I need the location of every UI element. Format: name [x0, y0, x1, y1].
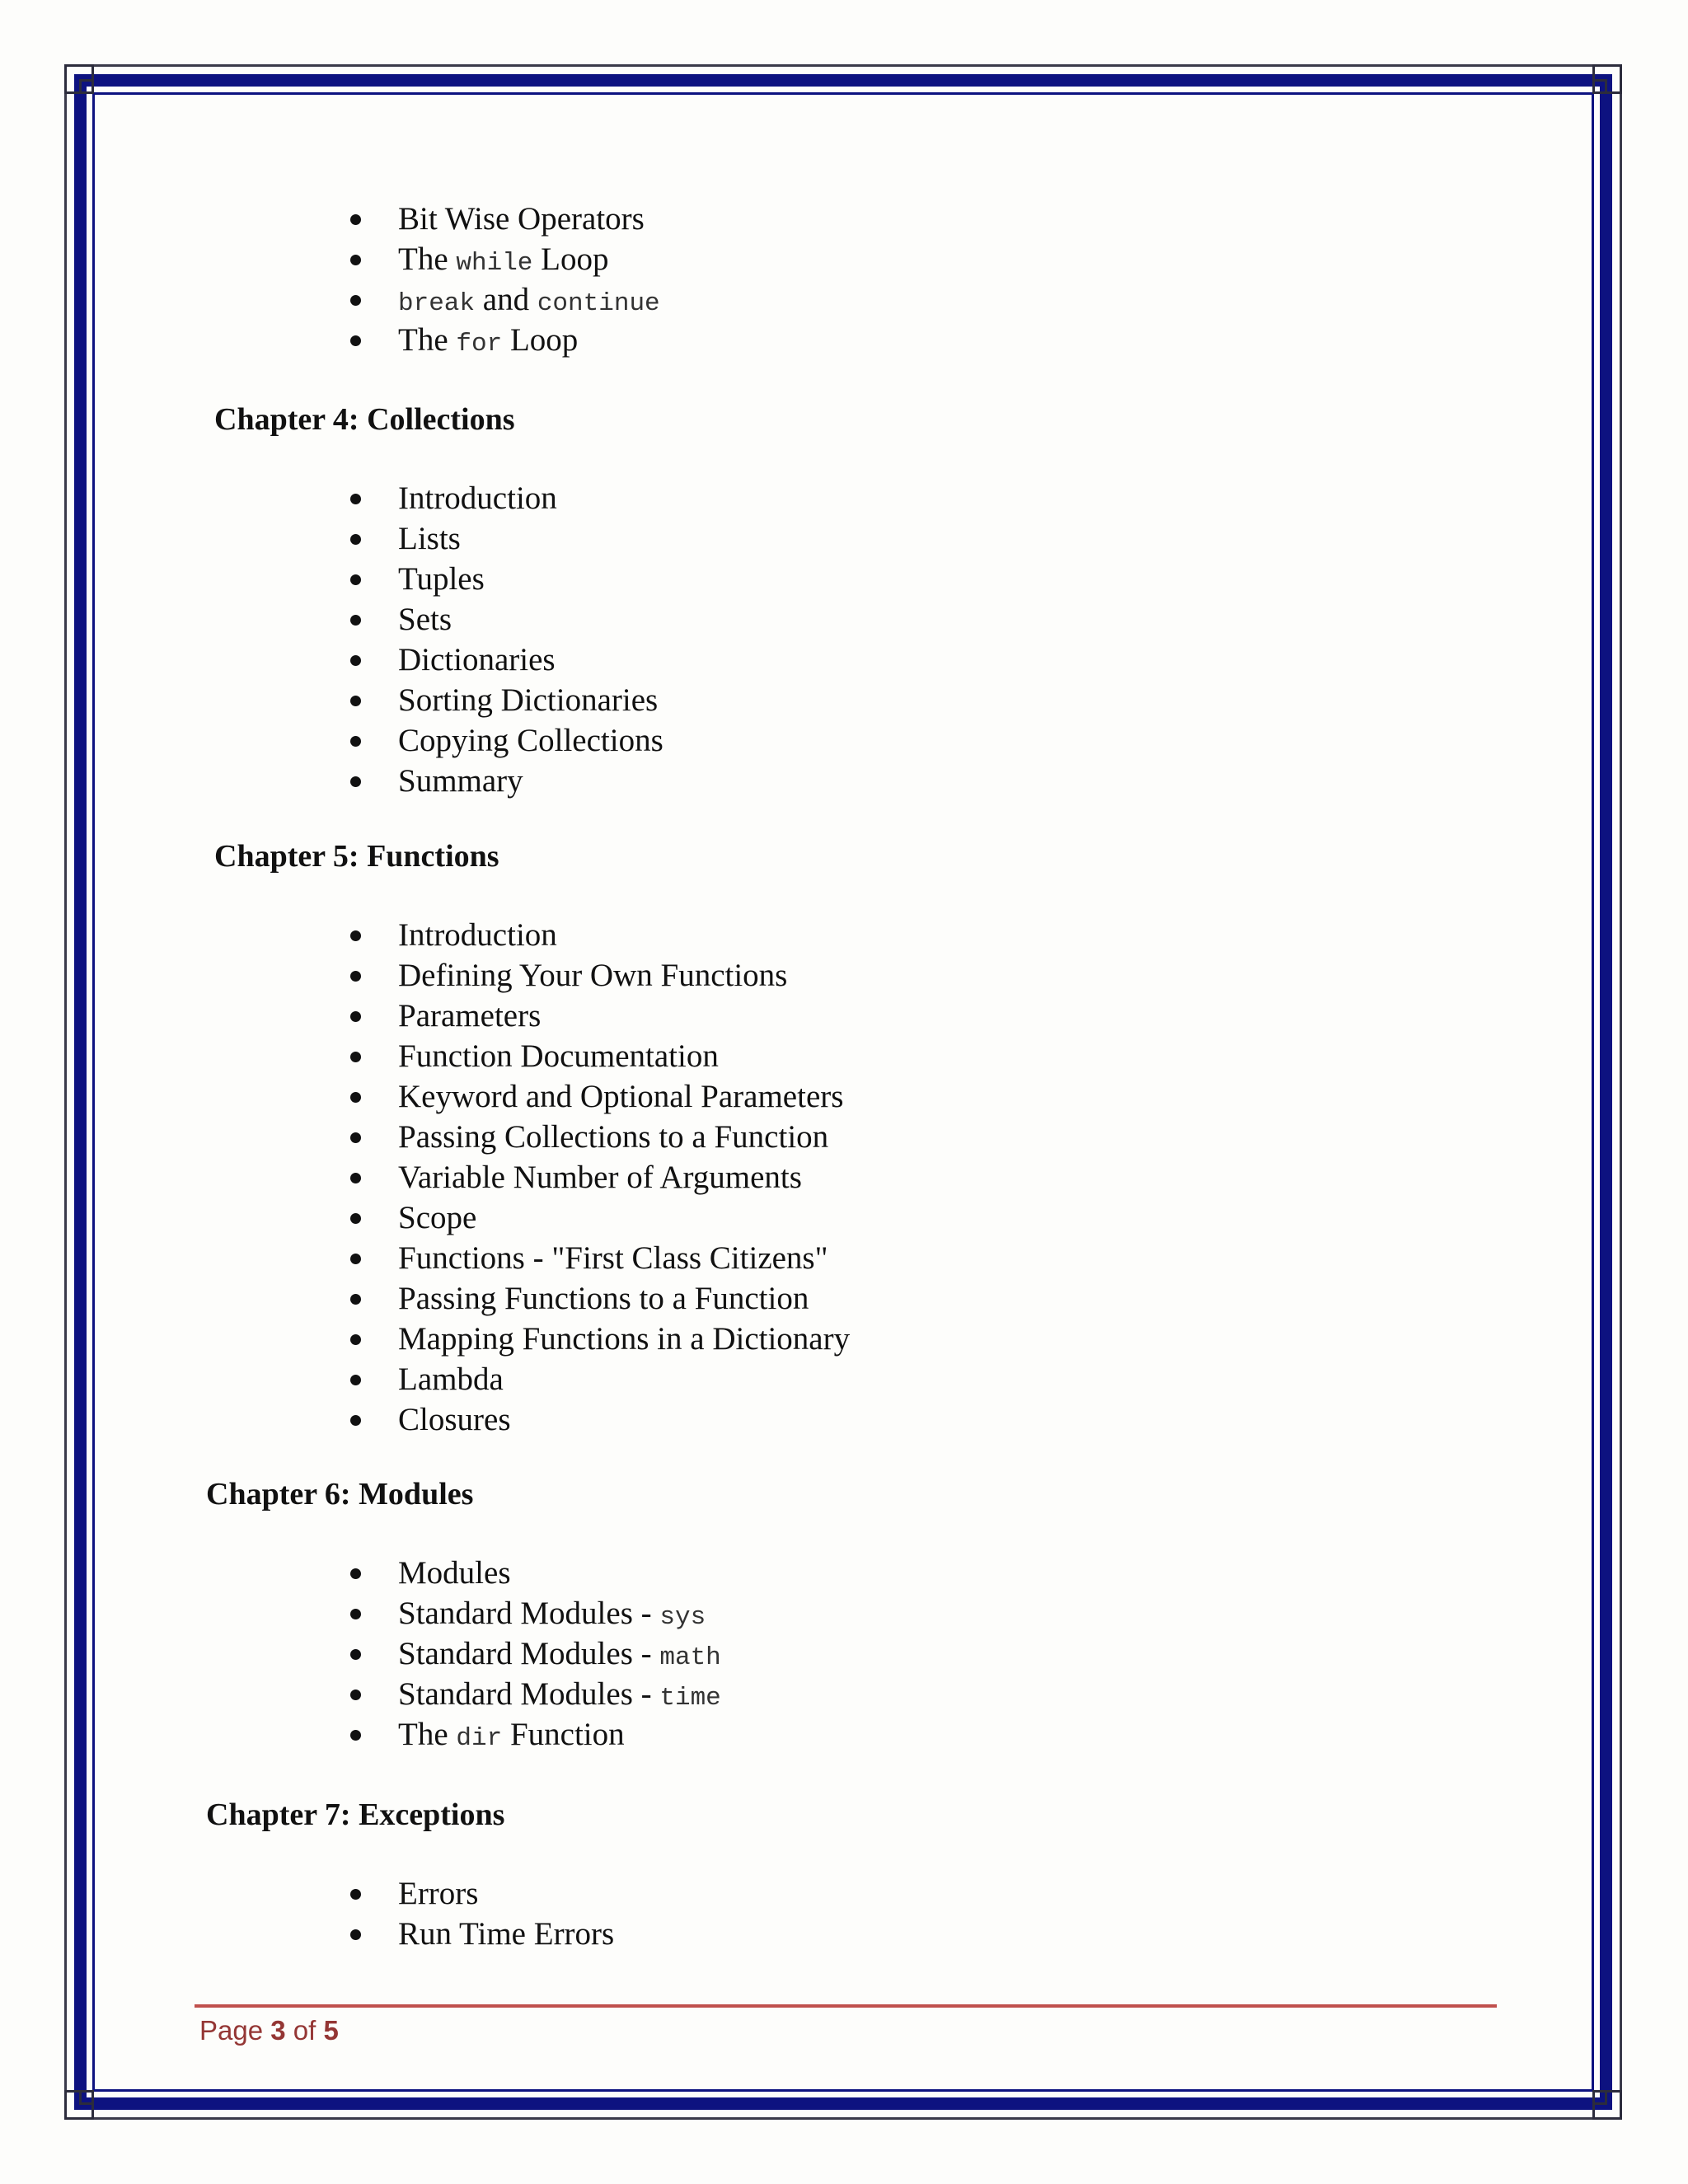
bullet-icon — [350, 1052, 361, 1062]
toc-list-item — [0, 1714, 1688, 1755]
item-text: Loop — [502, 322, 579, 358]
item-text: Closures — [398, 1402, 511, 1437]
toc-list — [0, 1553, 1688, 1755]
item-text: Standard Modules - — [398, 1676, 660, 1712]
toc-list-item — [0, 518, 1688, 559]
chapter-5-section — [0, 915, 1688, 1440]
toc-list-item — [0, 599, 1688, 640]
bullet-icon — [350, 534, 361, 545]
toc-list-item — [0, 1873, 1688, 1914]
footer-current-page: 3 — [270, 2015, 286, 2046]
item-text: Lambda — [398, 1361, 504, 1397]
bullet-icon — [350, 1173, 361, 1183]
chapter-heading: Chapter 7: Exceptions — [206, 1797, 505, 1832]
bullet-icon — [350, 1011, 361, 1022]
footer-total-pages: 5 — [323, 2015, 339, 2046]
corner-ornament-bottom-left — [79, 2090, 94, 2105]
chapter-heading: Chapter 6: Modules — [206, 1477, 474, 1511]
item-text: Function Documentation — [398, 1038, 719, 1074]
toc-list — [0, 1873, 1688, 1954]
chapter-4-section — [0, 478, 1688, 801]
toc-list-item — [0, 239, 1688, 279]
corner-ornament-bottom-right — [1592, 2090, 1607, 2105]
toc-list-item — [0, 279, 1688, 320]
bullet-icon — [350, 696, 361, 706]
toc-list-item — [0, 761, 1688, 801]
item-text: The — [398, 1717, 457, 1752]
toc-list-item — [0, 680, 1688, 720]
toc-list-item — [0, 320, 1688, 360]
bullet-icon — [350, 1294, 361, 1305]
toc-list-item — [0, 1553, 1688, 1593]
item-text: Defining Your Own Functions — [398, 958, 788, 993]
bullet-icon — [350, 574, 361, 585]
item-text: Sorting Dictionaries — [398, 682, 659, 718]
code-keyword: time — [659, 1684, 721, 1713]
toc-list-item — [0, 955, 1688, 996]
item-text: Summary — [398, 763, 523, 799]
item-text: Loop — [532, 241, 609, 277]
toc-list-item — [0, 1238, 1688, 1278]
toc-list-item — [0, 640, 1688, 680]
code-keyword: break — [398, 289, 476, 318]
item-text: Keyword and Optional Parameters — [398, 1079, 844, 1114]
toc-list — [0, 915, 1688, 1440]
toc-list-item — [0, 1157, 1688, 1197]
bullet-icon — [350, 494, 361, 504]
corner-ornament-top-left — [79, 79, 94, 94]
bullet-icon — [350, 1092, 361, 1103]
bullet-icon — [350, 1649, 361, 1660]
bullet-icon — [350, 335, 361, 346]
toc-list-item — [0, 1278, 1688, 1319]
bullet-icon — [350, 1929, 361, 1940]
footer-page-word: Page — [199, 2015, 264, 2046]
bullet-icon — [350, 1132, 361, 1143]
item-text: Parameters — [398, 998, 542, 1033]
chapter-6-section — [0, 1553, 1688, 1755]
item-text: Standard Modules - — [398, 1636, 660, 1671]
item-text: The — [398, 241, 457, 277]
code-keyword: while — [456, 249, 533, 278]
chapter-heading: Chapter 4: Collections — [214, 402, 515, 437]
footer-of-word: of — [293, 2015, 316, 2046]
toc-list-item — [0, 1399, 1688, 1440]
toc-list-item — [0, 1076, 1688, 1117]
code-keyword: for — [456, 330, 503, 359]
toc-list-item — [0, 1914, 1688, 1954]
bullet-icon — [350, 1889, 361, 1900]
item-text: Tuples — [398, 561, 485, 597]
code-keyword: continue — [537, 289, 660, 318]
bullet-icon — [350, 1568, 361, 1579]
bullet-icon — [350, 1334, 361, 1345]
toc-list-item — [0, 478, 1688, 518]
item-text: Sets — [398, 602, 452, 637]
item-text: Copying Collections — [398, 723, 663, 758]
toc-list-item — [0, 1674, 1688, 1714]
bullet-icon — [350, 1254, 361, 1264]
bullet-icon — [350, 214, 361, 225]
corner-ornament-top-right — [1592, 79, 1607, 94]
item-text: Passing Collections to a Function — [398, 1119, 829, 1155]
code-keyword: math — [659, 1643, 721, 1672]
bullet-icon — [350, 930, 361, 941]
item-text: Dictionaries — [398, 642, 556, 677]
toc-list-item — [0, 559, 1688, 599]
chapter-heading: Chapter 5: Functions — [214, 839, 499, 874]
toc-list-item — [0, 1117, 1688, 1157]
bullet-icon — [350, 1213, 361, 1224]
footer-divider — [195, 2004, 1497, 2008]
bullet-icon — [350, 776, 361, 787]
item-text: Lists — [398, 521, 461, 556]
page-number-footer — [199, 2015, 339, 2046]
item-text: Scope — [398, 1200, 477, 1235]
toc-list-item — [0, 1633, 1688, 1674]
toc-list-item — [0, 1036, 1688, 1076]
item-text: Mapping Functions in a Dictionary — [398, 1321, 851, 1357]
toc-list-item — [0, 915, 1688, 955]
item-text: Passing Functions to a Function — [398, 1281, 809, 1316]
item-text: and — [475, 282, 537, 317]
toc-list-item — [0, 199, 1688, 239]
toc-list-item — [0, 996, 1688, 1036]
toc-list-item — [0, 1359, 1688, 1399]
bullet-icon — [350, 1375, 361, 1385]
bullet-icon — [350, 1609, 361, 1619]
bullet-icon — [350, 736, 361, 747]
toc-list-item — [0, 1593, 1688, 1633]
bullet-icon — [350, 1690, 361, 1700]
item-text: Variable Number of Arguments — [398, 1160, 802, 1195]
item-text: Functions - "First Class Citizens" — [398, 1240, 828, 1276]
item-text: The — [398, 322, 457, 358]
item-text: Standard Modules - — [398, 1596, 660, 1631]
code-keyword: dir — [456, 1724, 503, 1753]
bullet-icon — [350, 615, 361, 626]
bullet-icon — [350, 1730, 361, 1741]
bullet-icon — [350, 295, 361, 306]
item-text: Introduction — [398, 917, 557, 953]
bullet-icon — [350, 971, 361, 982]
item-text: Bit Wise Operators — [398, 201, 645, 237]
toc-continued-section — [0, 199, 1688, 360]
item-text: Function — [502, 1717, 625, 1752]
toc-list-item — [0, 1197, 1688, 1238]
toc-list-item — [0, 720, 1688, 761]
item-text: Introduction — [398, 480, 557, 516]
chapter-7-section — [0, 1873, 1688, 1954]
toc-list-item — [0, 1319, 1688, 1359]
toc-list — [0, 478, 1688, 801]
bullet-icon — [350, 255, 361, 265]
bullet-icon — [350, 1415, 361, 1426]
code-keyword: sys — [659, 1603, 706, 1632]
toc-list — [0, 199, 1688, 360]
item-text: Modules — [398, 1555, 511, 1591]
item-text: Run Time Errors — [398, 1916, 615, 1952]
item-text: Errors — [398, 1876, 479, 1911]
bullet-icon — [350, 655, 361, 666]
